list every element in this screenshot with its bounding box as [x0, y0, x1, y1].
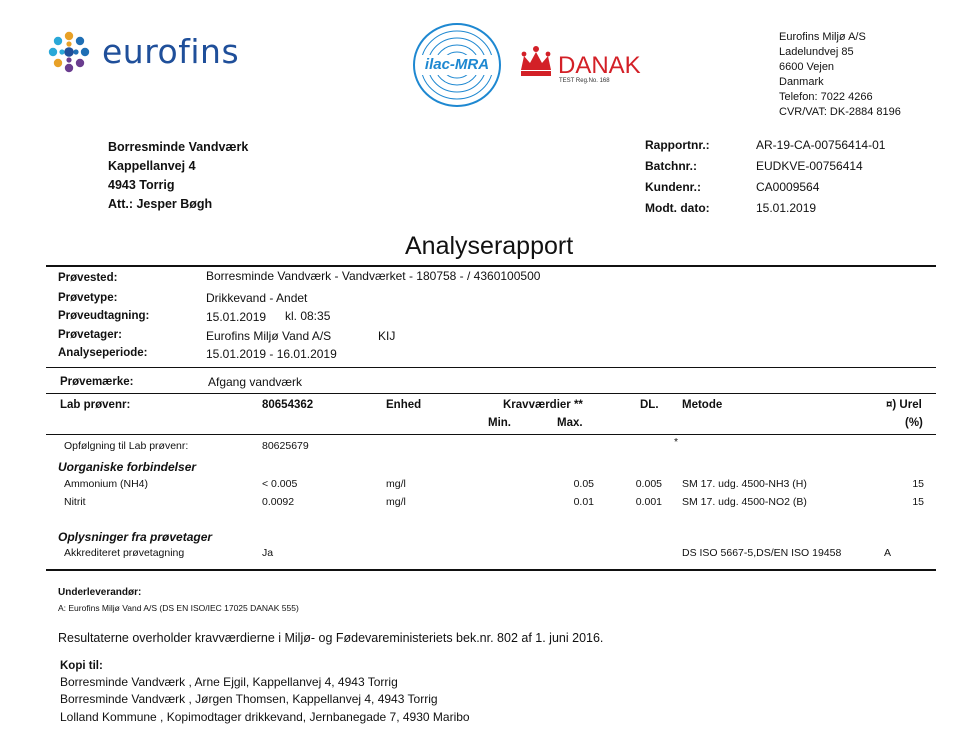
- meta-value: 15.01.2019: [756, 201, 817, 215]
- lab-provenr-value: 80654362: [262, 399, 314, 411]
- eurofins-logo: [46, 30, 286, 76]
- col-pct: (%): [905, 417, 923, 429]
- danak-wordmark: DANAK: [558, 52, 641, 79]
- underleverandor-title: Underleverandør:: [58, 587, 142, 598]
- kopi-line: Borresminde Vandværk , Jørgen Thomsen, Kappellanvej 4, 4943 Torrig: [60, 692, 438, 706]
- followup-mark: *: [674, 436, 679, 448]
- kopi-title: Kopi til:: [60, 660, 103, 672]
- param-result: < 0.005: [262, 478, 298, 490]
- address-line: CVR/VAT: DK-2884 8196: [779, 106, 901, 118]
- param-result: 0.0092: [262, 496, 295, 508]
- col-min: Min.: [488, 417, 511, 429]
- crown-icon: [518, 44, 554, 80]
- param-method: SM 17. udg. 4500-NH3 (H): [682, 478, 807, 490]
- param-method: DS ISO 5667-5,DS/EN ISO 19458: [682, 547, 842, 559]
- param-urel: 15: [912, 496, 924, 508]
- provetager-initials: KIJ: [378, 329, 396, 343]
- param-max: 0.01: [573, 496, 594, 508]
- kopi-line: Borresminde Vandværk , Arne Ejgil, Kappellanvej 4, 4943 Torrig: [60, 675, 398, 689]
- customer-line: Borresminde Vandværk: [108, 140, 249, 154]
- meta-value: EUDKVE-00756414: [756, 159, 863, 173]
- provetype-label: Prøvetype:: [58, 292, 118, 304]
- col-metode: Metode: [682, 399, 723, 411]
- meta-label: Rapportnr.:: [645, 138, 710, 152]
- col-kravvaerdier: Kravværdier **: [503, 399, 583, 411]
- underleverandor-text: A: Eurofins Miljø Vand A/S (DS EN ISO/IEC 17025 DANAK 555): [58, 603, 299, 613]
- eurofins-wordmark: eurofins: [102, 32, 240, 71]
- proveudtagning-label: Prøveudtagning:: [58, 310, 150, 322]
- provemaerke-value: Afgang vandværk: [208, 375, 303, 389]
- followup-label: Opfølgning til Lab prøvenr:: [64, 440, 189, 452]
- title-rule: [46, 265, 936, 267]
- proveudtagning-time: kl. 08:35: [285, 309, 331, 323]
- report-title: Analyserapport: [405, 232, 574, 260]
- proveudtagning-date: 15.01.2019: [206, 310, 267, 324]
- param-unit: mg/l: [386, 478, 406, 490]
- param-name: Nitrit: [64, 496, 86, 508]
- param-name: Akkrediteret prøvetagning: [64, 547, 185, 559]
- analyseperiode-label: Analyseperiode:: [58, 347, 148, 359]
- provemaerke-label: Prøvemærke:: [60, 376, 134, 388]
- param-unit: mg/l: [386, 496, 406, 508]
- provested-value: Borresminde Vandværk - Vandværket - 180758 - / 4360100500: [206, 269, 541, 283]
- meta-label: Batchnr.:: [645, 159, 698, 173]
- provetager-value: Eurofins Miljø Vand A/S: [206, 329, 332, 343]
- address-line: Ladelundvej 85: [779, 46, 854, 58]
- customer-line: 4943 Torrig: [108, 178, 175, 192]
- section-rule: [46, 367, 936, 368]
- provested-label: Prøvested:: [58, 272, 118, 284]
- meta-value: AR-19-CA-00756414-01: [756, 138, 886, 152]
- ilac-label: ilac-MRA: [424, 56, 490, 73]
- analyseperiode-value: 15.01.2019 - 16.01.2019: [206, 347, 337, 361]
- conclusion-text: Resultaterne overholder kravværdierne i Miljø- og Fødevareministeriets bek.nr. 802 af 1. juni 2016.: [58, 631, 604, 645]
- param-method: SM 17. udg. 4500-NO2 (B): [682, 496, 807, 508]
- report-meta: [645, 135, 886, 219]
- danak-reg: TEST Reg.No. 168: [559, 78, 610, 84]
- param-dl: 0.005: [635, 478, 662, 490]
- address-line: Eurofins Miljø A/S: [779, 31, 866, 43]
- address-line: Telefon: 7022 4266: [779, 91, 873, 103]
- header-bottom-rule: [46, 434, 936, 435]
- col-lab-provenr: Lab prøvenr:: [60, 399, 131, 411]
- col-urel: ¤) Urel: [886, 399, 922, 411]
- param-result: Ja: [262, 547, 274, 559]
- param-max: 0.05: [573, 478, 594, 490]
- kopi-line: Lolland Kommune , Kopimodtager drikkevand, Jernbanegade 7, 4930 Maribo: [60, 710, 470, 724]
- col-dl: DL.: [640, 399, 659, 411]
- header-top-rule: [46, 393, 936, 394]
- followup-value: 80625679: [262, 440, 309, 452]
- col-max: Max.: [557, 417, 583, 429]
- col-enhed: Enhed: [386, 399, 422, 411]
- param-flag: A: [884, 547, 892, 559]
- address-line: Danmark: [779, 76, 824, 88]
- table-end-rule: [46, 569, 936, 571]
- section-title: Uorganiske forbindelser: [58, 460, 197, 474]
- address-line: 6600 Vejen: [779, 61, 835, 73]
- customer-line: Att.: Jesper Bøgh: [108, 197, 213, 211]
- provetager-label: Prøvetager:: [58, 329, 122, 341]
- provetype-value: Drikkevand - Andet: [206, 291, 308, 305]
- customer-address: [108, 138, 248, 214]
- meta-label: Modt. dato:: [645, 201, 710, 215]
- ilac-mra-seal: [412, 22, 502, 108]
- lab-address: [779, 30, 901, 120]
- danak-logo: [518, 44, 658, 88]
- section-title: Oplysninger fra prøvetager: [58, 530, 213, 544]
- param-urel: 15: [912, 478, 924, 490]
- param-dl: 0.001: [635, 496, 662, 508]
- customer-line: Kappellanvej 4: [108, 159, 196, 173]
- param-name: Ammonium (NH4): [64, 478, 149, 490]
- meta-label: Kundenr.:: [645, 180, 701, 194]
- meta-value: CA0009564: [756, 180, 820, 194]
- eurofins-dots-icon: [46, 30, 92, 76]
